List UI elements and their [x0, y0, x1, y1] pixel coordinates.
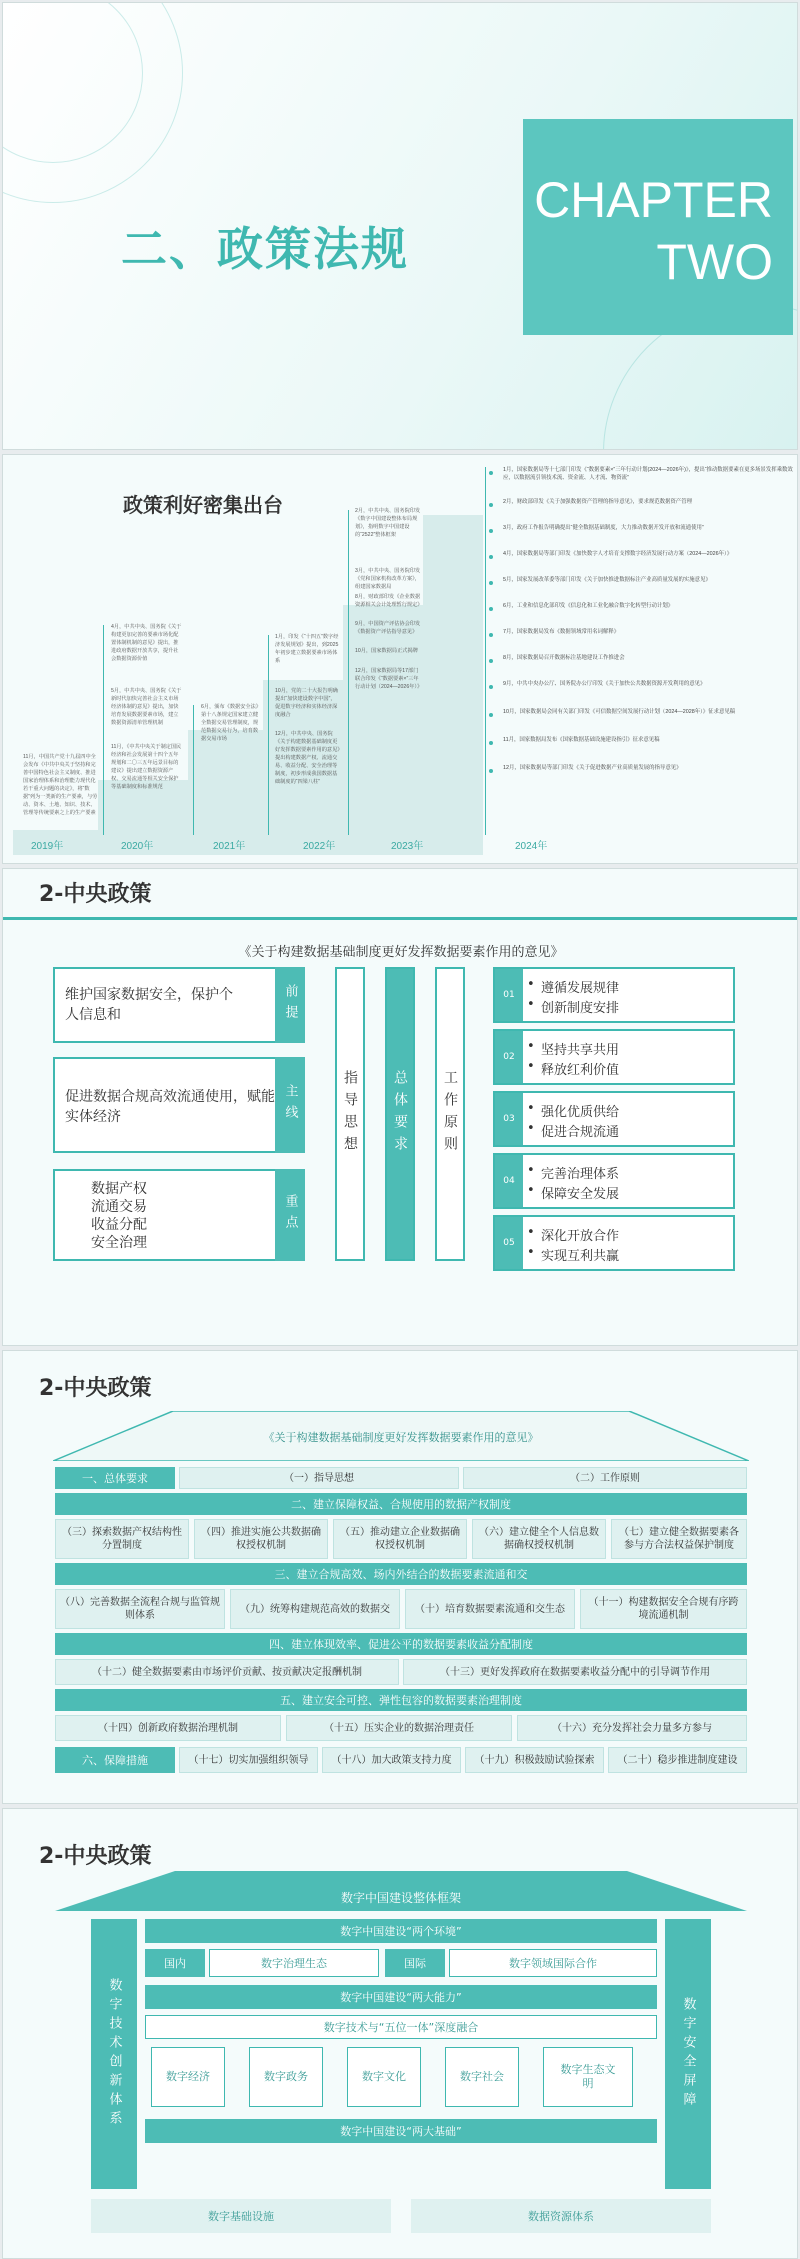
principle-item: • 坚持共享共用: [541, 1039, 619, 1058]
timeline-entry: 11月，中国共产党十九届四中全会发布《中共中央关于坚持和完善中国特色社会主义制度、推进国家治理体系和治理能力现代化若干重大问题的决定》，将“数据”列为一类新的生产要素，与劳动、资本、土地、知识、技术、管理等传统要素之上的生产要素: [23, 754, 98, 816]
principle-item: • 深化开放合作: [541, 1225, 619, 1244]
timeline-entry-2024: 8月，国家数据局召开数据标注基地建设工作推进会: [503, 655, 625, 661]
policy-item: （十七）切实加强组织领导: [179, 1747, 318, 1773]
timeline-entry-2024: 11月，国家数据局发布《国家数据基础设施建设指引》征求意见稿: [503, 737, 660, 743]
five-in-one-item: 数字经济: [151, 2047, 225, 2107]
timeline-dot: [489, 685, 493, 689]
five-in-one-item: 数字文化: [347, 2047, 421, 2107]
policy-item: （七）建立健全数据要素各参与方合法权益保护制度: [611, 1519, 747, 1559]
year-label: 2022年: [303, 841, 336, 852]
principle-number: 03: [495, 1093, 523, 1145]
mainline-text: 促进数据合规高效流通使用，赋能实体经济: [65, 1089, 275, 1125]
principle-item: • 创新制度安排: [541, 997, 619, 1016]
section-title: 2-中央政策: [39, 1376, 152, 1401]
section-bar: 二、建立保障权益、合规使用的数据产权制度: [55, 1493, 747, 1515]
timeline-entry: 5月，中共中央、国务院《关于新时代加快完善社会主义市场经济体制的意见》提出，加快培育发展数据要素市场，建立数据资源清单管理机制: [111, 688, 182, 726]
policy-item: （十一）构建数据安全合规有序跨境流通机制: [580, 1589, 747, 1629]
policy-item: （十六）充分发挥社会力量多方参与: [517, 1715, 747, 1741]
timeline-entry-2024: 7月，国家数据局发布《数据领域常用名词解释》: [503, 629, 620, 635]
timeline-entry: 1月，印发《“十四五”数字经济发展规划》提出，到2025年初步建立数据要素市场体系: [275, 634, 339, 664]
timeline-entry: 6月，颁布《数据安全法》第十八条规定国家建立健全数据交易管理制度，规范数据交易行为，培育数据交易市场: [201, 704, 261, 742]
chapter-badge: [523, 119, 793, 335]
policy-item: （十九）积极鼓励试验探索: [465, 1747, 604, 1773]
policy-item: （十二）健全数据要素由市场评价贡献、按贡献决定报酬机制: [55, 1659, 399, 1685]
timeline-entry: 10月，国家数据局正式揭牌: [355, 648, 418, 654]
section-title: 2-中央政策: [39, 882, 152, 907]
timeline-entry-2024: 2月，财政部印发《关于加强数据资产管理的指导意见》，要求规范数据资产管理: [503, 499, 692, 505]
page-title: 二、政策法规: [121, 222, 409, 276]
timeline-connector: [485, 467, 486, 835]
focus-item: 流通交易: [91, 1199, 147, 1215]
premise-text: 维护国家数据安全，保护个人信息和: [65, 987, 233, 1023]
timeline-dot: [489, 713, 493, 717]
foundation-bar: 数字中国建设“两大基础”: [145, 2119, 657, 2143]
timeline-dot: [489, 607, 493, 611]
slide-title: 政策利好密集出台: [123, 493, 283, 517]
policy-item: （十八）加大政策支持力度: [322, 1747, 461, 1773]
principle-box: [493, 1091, 735, 1147]
timeline-entry-2024: 12月，国家数据局等部门印发《关于促进数据产业高质量发展的指导意见》: [503, 765, 682, 771]
timeline-connector: [103, 625, 104, 835]
timeline-entry-2024: 10月，国家数据局会同有关部门印发《可信数据空间发展行动计划（2024—2028年）》征求意见稿: [503, 709, 736, 715]
roof-label: 《关于构建数据基础制度更好发挥数据要素作用的意见》: [263, 1431, 539, 1444]
policy-item: （三）探索数据产权结构性分置制度: [55, 1519, 189, 1559]
overall-requirements-column: 总体要求: [385, 967, 415, 1261]
timeline-entry-2024: 9月，中共中央办公厅、国务院办公厅印发《关于加快公共数据资源开发利用的意见》: [503, 681, 706, 687]
ability-bar: 数字中国建设“两大能力”: [145, 1985, 657, 2009]
year-label: 2021年: [213, 841, 246, 852]
roof-label: 数字中国建设整体框架: [340, 1891, 461, 1905]
work-principles-column: 工作原则: [435, 967, 465, 1261]
policy-item: （八）完善数据全流程合规与监管规则体系: [55, 1589, 225, 1629]
principle-number: 02: [495, 1031, 523, 1083]
principle-box: [493, 1153, 735, 1209]
timeline-connector: [348, 510, 349, 835]
document-title: 《关于构建数据基础制度更好发挥数据要素作用的意见》: [238, 945, 564, 960]
timeline-dot: [489, 471, 493, 475]
principle-box: [493, 1215, 735, 1271]
timeline-entry: 12月，中共中央、国务院《关于构建数据基础制度更好发挥数据要素作用的意见》提出构建数据产权、流通交易、收益分配、安全治理等制度，初步形成我国数据基础制度的“四梁八柱”: [275, 731, 340, 785]
timeline-dot: [489, 769, 493, 773]
timeline-entry: 10月，党的二十大报告明确提出“加快建设数字中国”，促进数字经济和实体经济深度融合: [275, 688, 338, 718]
timeline-entry-2024: 5月，国家发展改革委等部门印发《关于加快推进数据标注产业高质量发展的实施意见》: [503, 577, 711, 583]
policy-item: （一）指导思想: [179, 1467, 459, 1489]
fusion-bar: 数字技术与“五位一体”深度融合: [145, 2015, 657, 2039]
environment-bar: 数字中国建设“两个环境”: [145, 1919, 657, 1943]
mainline-tab: 主线: [275, 1057, 305, 1153]
right-pillar: 数字安全屏障: [665, 1919, 711, 2189]
principle-number: 04: [495, 1155, 523, 1207]
principle-item: • 完善治理体系: [541, 1163, 619, 1182]
principle-item: • 强化优质供给: [541, 1101, 619, 1120]
year-label: 2024年: [515, 841, 548, 852]
principle-item: • 实现互利共赢: [541, 1245, 619, 1264]
infrastructure-box: 数字基础设施: [91, 2199, 391, 2233]
left-pillar: 数字技术创新体系: [91, 1919, 137, 2189]
timeline-entry: 12月，国家数据局等17部门联合印发《“数据要素×”三年行动计划（2024—2026年）》: [355, 668, 423, 690]
timeline-dot: [489, 503, 493, 507]
policy-item: （六）建立健全个人信息数据确权授权机制: [472, 1519, 606, 1559]
timeline-dot: [489, 581, 493, 585]
timeline-entry: 8月，财政部印发《企业数据资源相关会计处理暂行规定》: [355, 594, 423, 608]
timeline-dot: [489, 633, 493, 637]
focus-item: 收益分配: [91, 1217, 147, 1233]
timeline-connector: [193, 705, 194, 835]
timeline-dot: [489, 529, 493, 533]
policy-item: （十三）更好发挥政府在数据要素收益分配中的引导调节作用: [403, 1659, 747, 1685]
timeline-entry: 9月，中国资产评估协会印发《数据资产评估指导意见》: [355, 621, 421, 635]
policy-item: （十）培育数据要素流通和交生态: [405, 1589, 575, 1629]
timeline-dot: [489, 741, 493, 745]
chapter-number: TWO: [656, 234, 773, 290]
principle-box: [493, 967, 735, 1023]
principle-number: 01: [495, 969, 523, 1021]
focus-item: 数据产权: [91, 1181, 147, 1197]
focus-item: 安全治理: [91, 1235, 147, 1251]
timeline-dot: [489, 555, 493, 559]
slide-digital-china-framework: [2, 1808, 798, 2259]
data-resource-box: 数据资源体系: [411, 2199, 711, 2233]
section-bar: 四、建立体现效率、促进公平的数据要素收益分配制度: [55, 1633, 747, 1655]
principle-item: • 释放红利价值: [541, 1059, 619, 1078]
section-label: 一、总体要求: [55, 1467, 175, 1489]
timeline-entry: 4月，中共中央、国务院《关于构建更加完善的要素市场化配置体制机制的意见》提出，推进政府数据开放共享，提升社会数据资源价值: [111, 624, 182, 662]
slide-opinion-structure: [2, 1350, 798, 1804]
year-label: 2019年: [31, 841, 64, 852]
principle-box: [493, 1029, 735, 1085]
section-bar: 三、建立合规高效、场内外结合的数据要素流通和交: [55, 1563, 747, 1585]
timeline-entry: 2月，中共中央、国务院印发《数字中国建设整体布局规划》，指明数字中国建设的“2522”整体框架: [355, 508, 421, 538]
policy-item: （十四）创新政府数据治理机制: [55, 1715, 281, 1741]
principle-item: • 保障安全发展: [541, 1183, 619, 1202]
principle-item: • 促进合规流通: [541, 1121, 619, 1140]
policy-item: （二十）稳步推进制度建设: [608, 1747, 747, 1773]
policy-item: （四）推进实施公共数据确权授权机制: [194, 1519, 328, 1559]
guiding-thought-column: 指导思想: [335, 967, 365, 1261]
principle-item: • 遵循发展规律: [541, 977, 619, 996]
policy-item: （九）统筹构建规范高效的数据交: [230, 1589, 400, 1629]
five-in-one-item: 数字政务: [249, 2047, 323, 2107]
domestic-box: 数字治理生态: [209, 1949, 379, 1977]
timeline-dot: [489, 659, 493, 663]
section-bar: 五、建立安全可控、弹性包容的数据要素治理制度: [55, 1689, 747, 1711]
slide-policy-timeline: [2, 454, 798, 864]
timeline-entry-2024: 1月，国家数据局等十七部门印发《“数据要素×”三年行动计划(2024—2026年)》，提出“推动数据要素在更多场景发挥乘数效应，以数据流引领技术流、资金流、人才流、物资流”: [503, 467, 793, 481]
focus-box: [53, 1169, 303, 1261]
policy-item: （二）工作原则: [463, 1467, 747, 1489]
mainline-box: [53, 1057, 303, 1153]
five-in-one-item: 数字生态文明: [543, 2047, 633, 2107]
policy-item: （十五）压实企业的数据治理责任: [286, 1715, 512, 1741]
premise-box: [53, 967, 303, 1043]
slide-central-policy-opinion: [2, 868, 798, 1346]
timeline-entry-2024: 3月，政府工作报告明确提出“健全数据基础制度，大力推动数据开发开放和流通使用”: [503, 525, 704, 531]
focus-tab: 重点: [275, 1169, 305, 1261]
slide-cover: [2, 2, 798, 450]
year-label: 2020年: [121, 841, 154, 852]
timeline-entry-2024: 6月，工业和信息化部印发《信息化和工业化融合数字化转型行动计划》: [503, 603, 674, 609]
chapter-label: CHAPTER: [534, 172, 773, 228]
principle-number: 05: [495, 1217, 523, 1269]
domestic-label: 国内: [145, 1949, 205, 1977]
timeline-entry-2024: 4月，国家数据局等部门印发《加快数字人才培育支撑数字经济发展行动方案（2024—2026年）》: [503, 551, 733, 557]
five-in-one-item: 数字社会: [445, 2047, 519, 2107]
divider: [3, 917, 798, 920]
timeline-entry: 3月，中共中央、国务院印发《党和国家机构改革方案》，组建国家数据局: [355, 568, 421, 590]
timeline-connector: [268, 635, 269, 835]
stair-step: [423, 515, 483, 605]
section-title: 2-中央政策: [39, 1844, 152, 1869]
premise-tab: 前提: [275, 967, 305, 1043]
year-label: 2023年: [391, 841, 424, 852]
international-box: 数字领域国际合作: [449, 1949, 657, 1977]
policy-item: （五）推动建立企业数据确权授权机制: [333, 1519, 467, 1559]
timeline-entry: 11月，《中共中央关于制定国民经济和社会发展第十四个五年规划和二〇三五年远景目标的建议》提出建立数据资源产权、交易流通等相关安全保护等基础制度和标准规范: [111, 744, 182, 790]
international-label: 国际: [385, 1949, 445, 1977]
section-label: 六、保障措施: [55, 1747, 175, 1773]
